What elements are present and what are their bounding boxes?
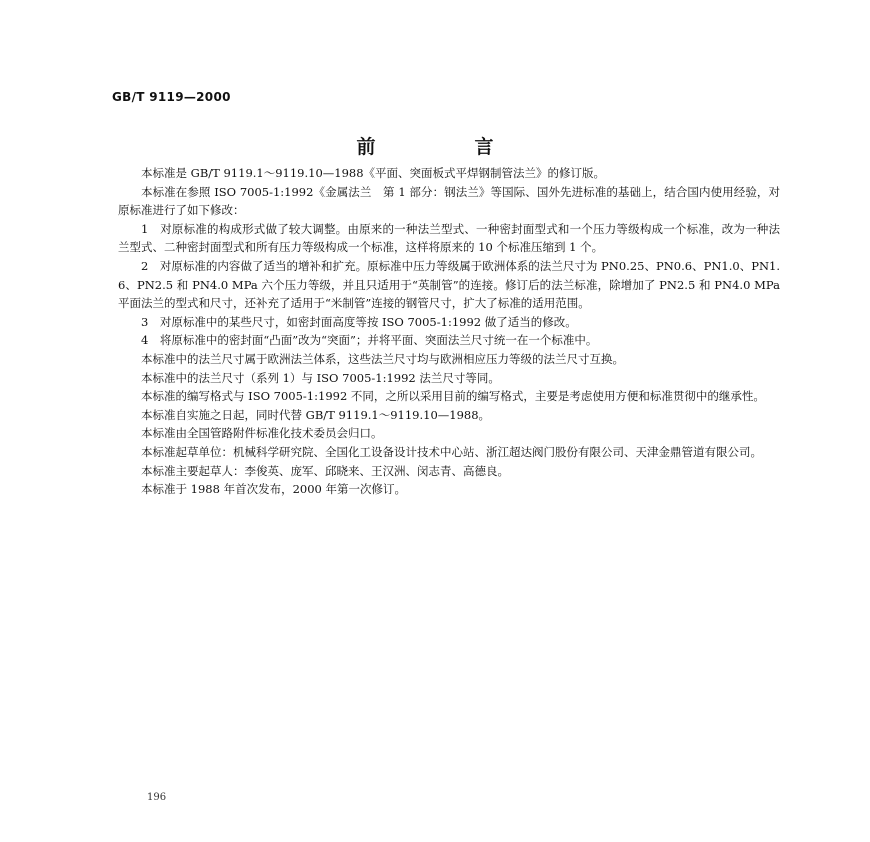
paragraph: 本标准中的法兰尺寸属于欧洲法兰体系，这些法兰尺寸均与欧洲相应压力等级的法兰尺寸互换。 [141,351,624,366]
paragraph: 本标准于 1988 年首次发布，2000 年第一次修订。 [141,482,406,497]
paragraph: 本标准中的法兰尺寸（系列 1）与 ISO 7005-1:1992 法兰尺寸等同。 [141,370,500,385]
page-number: 196 [147,792,167,803]
paragraph: 本标准起草单位：机械科学研究院、全国化工设备设计技术中心站、浙江超达阀门股份有限公司、天津金鼎管道有限公司。 [141,444,762,459]
paragraph: 本标准在参照 ISO 7005-1:1992《金属法兰 第 1 部分：钢法兰》等国际、国外先进标准的基础上，结合国内使用经验，对原标准进行了如下修改： [118,184,780,218]
paragraph: 4 将原标准中的密封面“凸面”改为“突面”；并将平面、突面法兰尺寸统一在一个标准中。 [141,333,598,348]
foreword-body [118,164,780,499]
page-title: 前 言 [356,136,534,158]
standard-code: GB/T 9119—2000 [112,90,231,104]
paragraph: 本标准主要起草人：李俊英、庞军、邱晓来、王汉洲、闵志青、高德良。 [141,463,509,478]
paragraph: 2 对原标准的内容做了适当的增补和扩充。原标准中压力等级属于欧洲体系的法兰尺寸为 PN0.25、PN0.6、PN1.0、PN1.6、PN2.5 和 PN4.0 MPa 六个压力等级，并且只适用于“英制管”的连接。修订后的法兰标准，除增加了 PN2.5 和 PN4.0 MPa 平面法兰的型式和尺寸，还补充了适用于“米制管”连接的钢管尺寸，扩大了标准的适用范围。 [118,258,780,311]
paragraph: 1 对原标准的构成形式做了较大调整。由原来的一种法兰型式、一种密封面型式和一个压力等级构成一个标准，改为一种法兰型式、二种密封面型式和所有压力等级构成一个标准，这样将原来的 10 个标准压缩到 1 个。 [118,221,780,255]
paragraph: 本标准自实施之日起，同时代替 GB/T 9119.1～9119.10—1988。 [141,407,491,422]
paragraph: 本标准由全国管路附件标准化技术委员会归口。 [141,426,383,441]
paragraph: 本标准的编写格式与 ISO 7005-1:1992 不同，之所以采用目前的编写格式，主要是考虑使用方便和标准贯彻中的继承性。 [141,389,765,404]
paragraph: 3 对原标准中的某些尺寸，如密封面高度等按 ISO 7005-1:1992 做了适当的修改。 [141,314,577,329]
paragraph: 本标准是 GB/T 9119.1～9119.10—1988《平面、突面板式平焊钢制管法兰》的修订版。 [141,166,606,180]
